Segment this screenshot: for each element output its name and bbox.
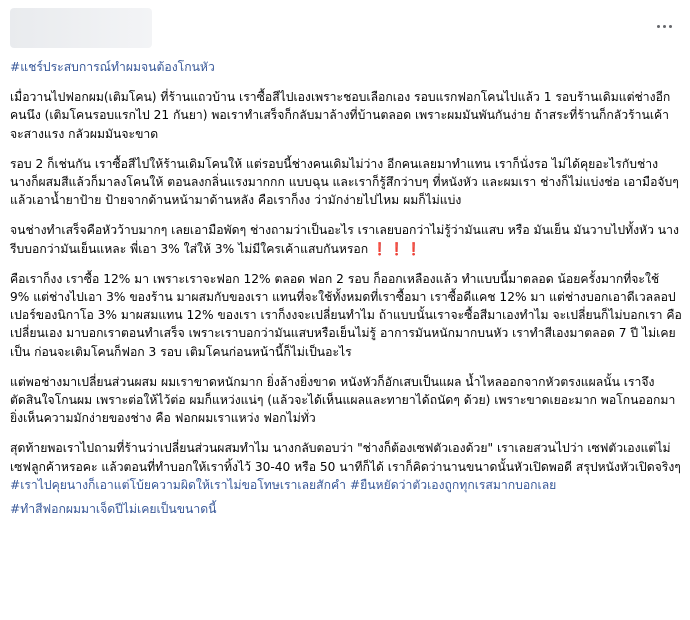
dot [657, 25, 660, 28]
paragraph-5: แต่พอช่างมาเปลี่ยนส่วนผสม ผมเราขาดหนักมาก ยิ่งล้างยิ่งขาด หนังหัวก็อักเสบเป็นแผล น้ำไหลออกจากหัวตรงแผลนั้น เราจึงตัดสินใจโกนผม เพราะต่อให้ไว้ต่อ ผมก็แหว่งแน่ๆ (แล้วจะได้เห็นแผลและทายาได้ถนัดๆ ด้วย) เพราะขาดเยอะมาก พอโกนออกมายิ่งเห็นความมักง่ายของช่าง คือ ฟอกผมเราแหว่ง ฟอกไม่ทั่ว [10, 374, 676, 426]
paragraph-4: คือเราก็งง เราซื้อ 12% มา เพราะเราจะฟอก 12% ตลอด ฟอก 2 รอบ ก็ออกเหลืองแล้ว ทำแบบนี้มาตลอด น้อยครั้งมากที่จะใช้ 9% แต่ช่างไปเอา 3% ของร้าน มาผสมกับของเรา แทนที่จะใช้ทั้งหมดที่เราซื้อมา เราซื้อดีแคช 12% มา แต่ช่างบอกเอาดีเวลลอปเปอร์ของนิกาโอ 3% มาผสมแทน 12% ของเรา เราก็งงจะเปลี่ยนทำไม ถ้าแบบนั้นเราจะซื้อสีมาเองทำไม จะเปลี่ยนก็ไม่บอกเรา คือเปลี่ยนเอง มาบอกเราตอนทำเสร็จ เพราะเราบอกว่ามันแสบหรือเย็นไม่รู้ อาการมันหนักมากบนหัว เราทำสีเองมาตลอด 7 ปี ไม่เคยเป็น ก่อนจะเติมโคนก็ฟอก 3 รอบ เติมโคนก่อนหน้านี้ก็ไม่เป็นอะไร [10, 271, 682, 359]
hashtags-line-2[interactable]: #ทำสีฟอกผมมาเจ็ดปีไม่เคยเป็นขนาดนี้ [10, 502, 217, 517]
dot [669, 25, 672, 28]
post-body [10, 58, 682, 530]
hashtags-line-1[interactable]: #เราไปคุยนางก็เอาแต่โบ้ยความผิดให้เราไม่ขอโทษเราเลยสักคำ #ยืนหยัดว่าตัวเองถูกทุกเรสมากบอกเลย [10, 477, 557, 492]
blurred-author-info [10, 8, 152, 48]
paragraph-3 [10, 221, 682, 257]
more-options-icon[interactable] [650, 16, 678, 36]
paragraph-6: สุดท้ายพอเราไปถามที่ร้านว่าเปลี่ยนส่วนผสมทำไม นางกลับตอบว่า "ช่างก็ต้องเซฟตัวเองด้วย" เราเลยสวนไปว่า เซฟตัวเองแต่ไม่เซฟลูกค้าหรอคะ แล้วตอนที่ทำบอกให้เราทิ้งไว้ 30-40 หรือ 50 นาทีก็ได้ เราก็คิดว่านานขนาดนั้นหัวเปิดพอดี สรุปหนังหัวเปิดจริงๆ [10, 441, 681, 474]
paragraph-3-text: จนช่างทำเสร็จคือหัวว้าบมากๆ เลยเอามือพัดๆ ช่างถามว่าเป็นอะไร เราเลยบอกว่าไม่รู้ว่ามันแสบ หรือ มันเย็น มันวาบไปทั้งหัว นางรีบบอกว่ามันเย็นแหละ พี่เอา 3% ใส่ให้ 3% ไม่มีใครเค้าแสบกันหรอก [10, 223, 679, 256]
title-hashtag[interactable]: #แชร์ประสบการณ์ทำผมจนต้องโกนหัว [10, 60, 215, 74]
exclamation-icons: ❗❗❗ [372, 241, 424, 256]
dot [663, 25, 666, 28]
paragraph-2: รอบ 2 ก็เช่นกัน เราซื้อสีไปให้ร้านเดิมโคนให้ แต่รอบนี้ช่างคนเดิมไม่ว่าง อีกคนเลยมาทำแทน เราก็นั่งรอ ไม่ได้คุยอะไรกับช่าง นางก็ผสมสีแล้วก็มาลงโคนให้ ตอนลงกลิ่นแรงมากกก แบบฉุน และเราก็รู้สึกว่าบๆ ที่หนังหัว และผมเรา ช่างก็ไม่แบ่งช่อ เอามือจับๆ แล้วเอาน้ำยาป้าย ป้ายจากด้านหน้ามาด้านหลัง คือเราก็งง ว่ามักง่ายไปไหม ผมก็ไม่แบ่ง [10, 156, 679, 208]
paragraph-1: เมื่อวานไปฟอกผม(เติมโคน) ที่ร้านแถวบ้าน เราซื้อสีไปเองเพราะชอบเลือกเอง รอบแรกฟอกโคนไปแล้ว 1 รอบร้านเดิมแต่ช่างอีกคนนึง (เติมโคนรอบแรกไป 21 กันยา) พอเราทำเสร็จก็กลับมาล้างที่บ้านตลอด เพราะผมมันพันกันง่าย ถ้าสระที่ร้านก็กลัวร้านเค้าจะสางแรง กลัวผมมันจะขาด [10, 90, 671, 141]
post-header [0, 0, 690, 52]
